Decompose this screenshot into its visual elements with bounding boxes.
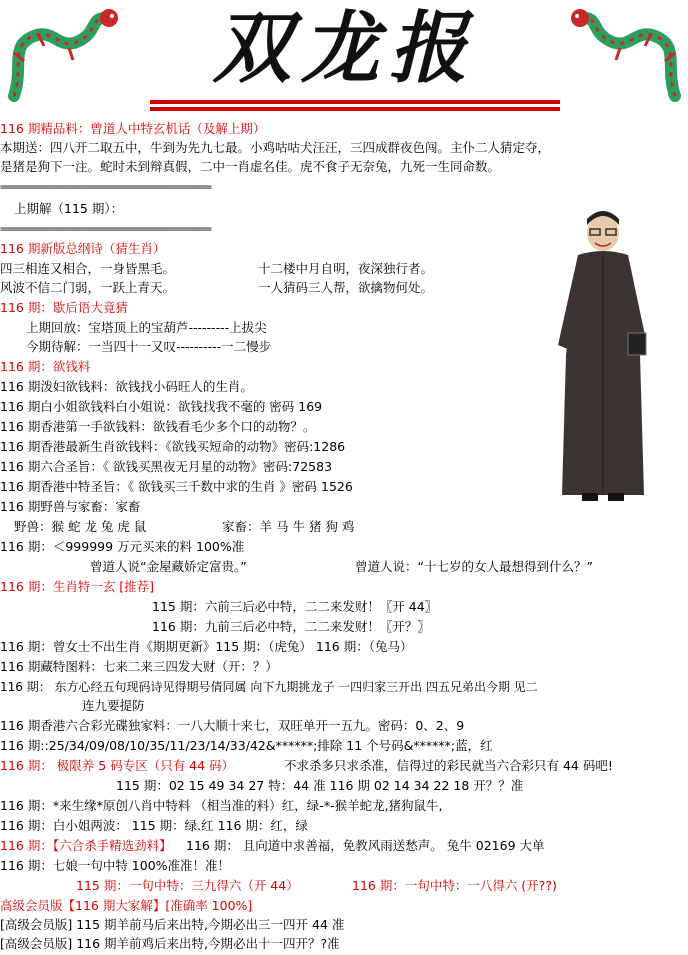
text-line: 家畜：羊 马 牛 猪 狗 鸡 — [222, 519, 355, 534]
text-line: 116 期六合圣旨：《 欲钱买黑夜无月星的动物》密码:72583 — [0, 459, 333, 474]
poem-line: 十二楼中月自明，夜深独行者。 — [258, 261, 434, 276]
text-line: 116 期：＜999999 万元买来的料 100%准 — [0, 539, 245, 554]
section-title-3: 116 期：歇后语大竟猜 — [0, 300, 128, 315]
text-line: 116 期： 且向道中求善福，免教风雨送愁声。 兔牛 02169 大单 — [186, 838, 545, 853]
dragon-right-icon — [565, 6, 685, 106]
text-line: 116 期： 东方心经五句现码诗见得期号倩同属 向下九期挑龙子 一四归家三开出 四五兄弟出今期 见二 — [0, 680, 538, 694]
section-title-1: 116 期精品料：曾道人中特玄机话（及解上期） — [0, 121, 266, 136]
masthead-header — [0, 0, 688, 118]
text-line: 是猪是狗下一注。蛇时未到辩真假，二中一肖虚名佳。虎不食子无奈兔，九死一生同命数。 — [0, 159, 501, 174]
text-line: 116 期藏特图料：七来二来三四发大财（开：？） — [0, 659, 278, 674]
text-line: 116 期香港中特圣旨：《 欲钱买三千数中求的生肖 》密码 1526 — [0, 479, 353, 494]
text-line: 115 期：一句中特：三九得六（开 44） — [76, 878, 299, 893]
text-line: 116 期白小姐欲钱料白小姐说：欲钱找我不毫的 密码 169 — [0, 399, 323, 414]
text-line: 上期回放：宝塔顶上的宝葫芦---------上拔尖 — [26, 320, 267, 335]
section-title-4: 116 期：欲钱料 — [0, 359, 91, 374]
text-line: 116 期：一句中特：一八得六 (开??) — [352, 878, 557, 893]
page-title: 双龙报 — [212, 3, 477, 94]
text-line: 116 期香港六合彩光碟独家料：一八大顺十来七，双旺单开一五九。密码：0、2、9 — [0, 718, 465, 733]
text-line: [高级会员版] 115 期羊前马后来出特,今期必出三一四开 44 准 — [0, 917, 345, 932]
poem-line: 风波不信二门弱，一跃上青天。 — [0, 280, 176, 295]
dragon-left-icon — [4, 6, 124, 106]
text-line: 116 期野兽与家畜：家畜 — [0, 499, 141, 514]
poem-line: 四三相连又相合，一身皆黑毛。 — [0, 261, 176, 276]
title-underline-2 — [150, 107, 560, 111]
text-line: 116 期：白小姐两波： 115 期：绿.红 116 期：红，绿 — [0, 818, 308, 833]
text-line: 116 期：曾女士不出生肖《期期更新》115 期：（虎兔） 116 期：（兔马） — [0, 639, 413, 654]
section-title-7: 高级会员版【116 期大家解】[准确率 100%] — [0, 898, 253, 913]
last-issue-label: 上期解（115 期）： — [14, 201, 124, 216]
section-title-5: 116 期：生肖特一玄 [推荐] — [0, 579, 155, 594]
text-line: 116 期香港第一手欲钱料：欲钱看毛少多个口的动物？。 — [0, 419, 316, 434]
text-line: [高级会员版] 116 期羊前鸡后来出特,今期必出十一四开？?准 — [0, 936, 340, 951]
text-line: 115 期：02 15 49 34 27 特：44 准 116 期 02 14 34 22 18 开？？准 — [116, 778, 524, 793]
text-line: 116 期::25/34/09/08/10/35/11/23/14/33/42&******;排除 11 个号码&******;蓝，红 — [0, 738, 493, 753]
text-line: 116 期： 极限养 5 码专区（只有 44 码） — [0, 758, 235, 773]
poem-line: 一人猜码三人帮，欲擒物何处。 — [258, 280, 434, 295]
man-figure-icon — [548, 205, 658, 515]
text-line: 116 期：七娘一句中特 100%准准！准！ — [0, 858, 231, 873]
text-line: 连九要提防 — [82, 698, 145, 713]
text-line: 116 期：*来生缘*原创八肖中特料 （相当准的料）红，绿-*-猴羊蛇龙,猪狗鼠牛, — [0, 798, 443, 813]
text-line: 不求杀多只求杀准，信得过的彩民就当六合彩只有 44 码吧! — [284, 758, 613, 773]
text-line: 曾道人说“金屋藏娇定富贵。” — [90, 559, 247, 574]
text-line: 今期待解：一当四十一又叹----------一二慢步 — [26, 339, 272, 354]
text-line: 野兽：猴 蛇 龙 兔 虎 鼠 — [14, 519, 147, 534]
section-title-2: 116 期新版总纲诗（猜生肖） — [0, 241, 166, 256]
separator: ========================================== — [0, 224, 211, 235]
text-line: 116 期：九前三后必中特，二二来发财！〖开？〗 — [152, 619, 430, 634]
text-line: 116 期泼妇欲钱料：欲钱找小码旺人的生肖。 — [0, 379, 253, 394]
text-line: 116 期：【六合杀手精选劲料】 — [0, 838, 172, 853]
text-line: 115 期：六前三后必中特，二二来发财！〖开 44〗 — [152, 599, 438, 614]
text-line: 曾道人说：“十七岁的女人最想得到什么？” — [355, 559, 593, 574]
text-line: 本期送：四八开二取五中，牛到为先九七最。小鸡咕咕犬汪汪，三四成群夜色闯。主仆二人猜定夺， — [0, 140, 551, 155]
text-line: 116 期香港最新生肖欲钱料：《欲钱买短命的动物》密码:1286 — [0, 439, 346, 454]
title-underline — [150, 100, 560, 104]
separator: ========================================== — [0, 182, 211, 193]
